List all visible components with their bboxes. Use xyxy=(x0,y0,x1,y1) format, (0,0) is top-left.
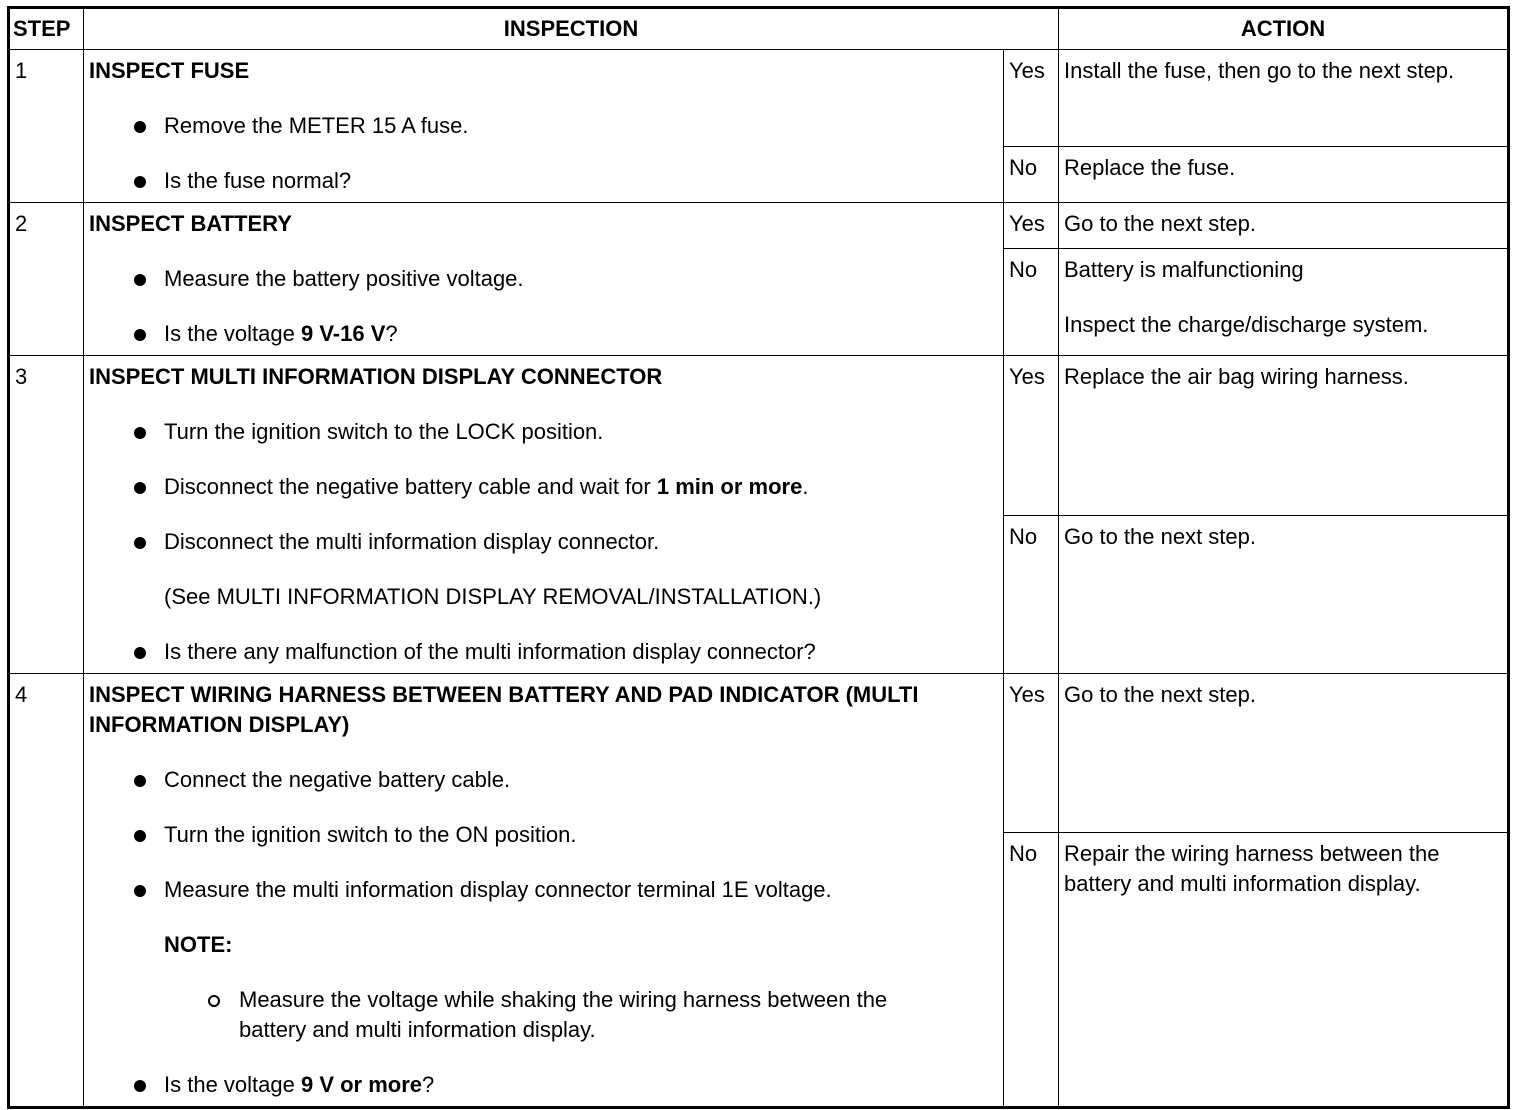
yes-label: Yes xyxy=(1004,203,1059,249)
bullet-item xyxy=(89,319,998,349)
bullet-text: Is the voltage xyxy=(164,1072,301,1097)
no-label: No xyxy=(1004,833,1059,1108)
step-title: INSPECT BATTERY xyxy=(89,211,292,236)
step-4-yes-row xyxy=(9,674,1509,833)
step-3-yes-row xyxy=(9,356,1509,516)
yes-action: Replace the air bag wiring harness. xyxy=(1059,356,1509,516)
step-inspection xyxy=(84,50,1004,203)
no-label: No xyxy=(1004,515,1059,674)
yes-label: Yes xyxy=(1004,674,1059,833)
bullet-bold-text: 1 min or more xyxy=(656,474,803,499)
bullet-item: Is there any malfunction of the multi information display connector? xyxy=(89,637,998,667)
no-action: Replace the fuse. xyxy=(1059,146,1509,202)
bullet-item: Disconnect the multi information display connector. xyxy=(89,527,998,557)
bullet-text: . xyxy=(802,474,809,499)
yes-action: Go to the next step. xyxy=(1059,674,1509,833)
yes-action: Install the fuse, then go to the next step. xyxy=(1059,50,1509,147)
bullet-item: Connect the negative battery cable. xyxy=(89,765,998,795)
bullet-text: ? xyxy=(385,321,398,346)
bullet-item: Turn the ignition switch to the LOCK position. xyxy=(89,417,998,447)
step-2-yes-row xyxy=(9,203,1509,249)
step-inspection xyxy=(84,203,1004,356)
yes-label: Yes xyxy=(1004,50,1059,147)
header-action: ACTION xyxy=(1059,8,1509,50)
no-action-line: Inspect the charge/discharge system. xyxy=(1064,312,1429,338)
yes-action: Go to the next step. xyxy=(1059,203,1509,249)
step-number: 1 xyxy=(9,50,84,203)
step-title: INSPECT FUSE xyxy=(89,58,250,83)
step-title: INSPECT WIRING HARNESS BETWEEN BATTERY AND PAD INDICATOR (MULTI INFORMATION DISPLAY) xyxy=(89,682,919,737)
step-number: 3 xyxy=(9,356,84,674)
bullet-item xyxy=(89,472,998,502)
step-inspection xyxy=(84,356,1004,674)
yes-label: Yes xyxy=(1004,356,1059,516)
note-item: Measure the voltage while shaking the wiring harness between the battery and multi information display. xyxy=(89,985,998,1045)
see-reference: (See MULTI INFORMATION DISPLAY REMOVAL/INSTALLATION.) xyxy=(164,584,822,609)
bullet-bold-text: 9 V or more xyxy=(300,1072,423,1097)
diagnostic-table xyxy=(7,6,1510,1109)
bullet-item: Measure the battery positive voltage. xyxy=(89,264,998,294)
bullet-item: Remove the METER 15 A fuse. xyxy=(89,111,998,141)
header-inspection: INSPECTION xyxy=(84,8,1059,50)
no-label: No xyxy=(1004,146,1059,202)
bullet-text: ? xyxy=(422,1072,435,1097)
header-row xyxy=(9,8,1509,50)
bullet-text: Is the voltage xyxy=(164,321,301,346)
bullet-item: Measure the multi information display connector terminal 1E voltage. xyxy=(89,875,998,905)
bullet-item: Turn the ignition switch to the ON position. xyxy=(89,820,998,850)
note-label: NOTE: xyxy=(164,932,233,957)
no-action xyxy=(1059,249,1509,356)
no-action: Repair the wiring harness between the battery and multi information display. xyxy=(1059,833,1509,1108)
bullet-item: Is the fuse normal? xyxy=(89,166,998,196)
step-number: 2 xyxy=(9,203,84,356)
no-action: Go to the next step. xyxy=(1059,515,1509,674)
step-number: 4 xyxy=(9,674,84,1108)
bullet-text: Disconnect the negative battery cable and wait for xyxy=(164,474,657,499)
step-title: INSPECT MULTI INFORMATION DISPLAY CONNECTOR xyxy=(89,364,663,389)
header-step: STEP xyxy=(9,8,84,50)
bullet-item xyxy=(89,1070,998,1100)
no-action-line: Battery is malfunctioning xyxy=(1064,257,1304,283)
step-1-yes-row xyxy=(9,50,1509,147)
no-label: No xyxy=(1004,249,1059,356)
step-inspection xyxy=(84,674,1004,1108)
bullet-bold-text: 9 V-16 V xyxy=(300,321,386,346)
